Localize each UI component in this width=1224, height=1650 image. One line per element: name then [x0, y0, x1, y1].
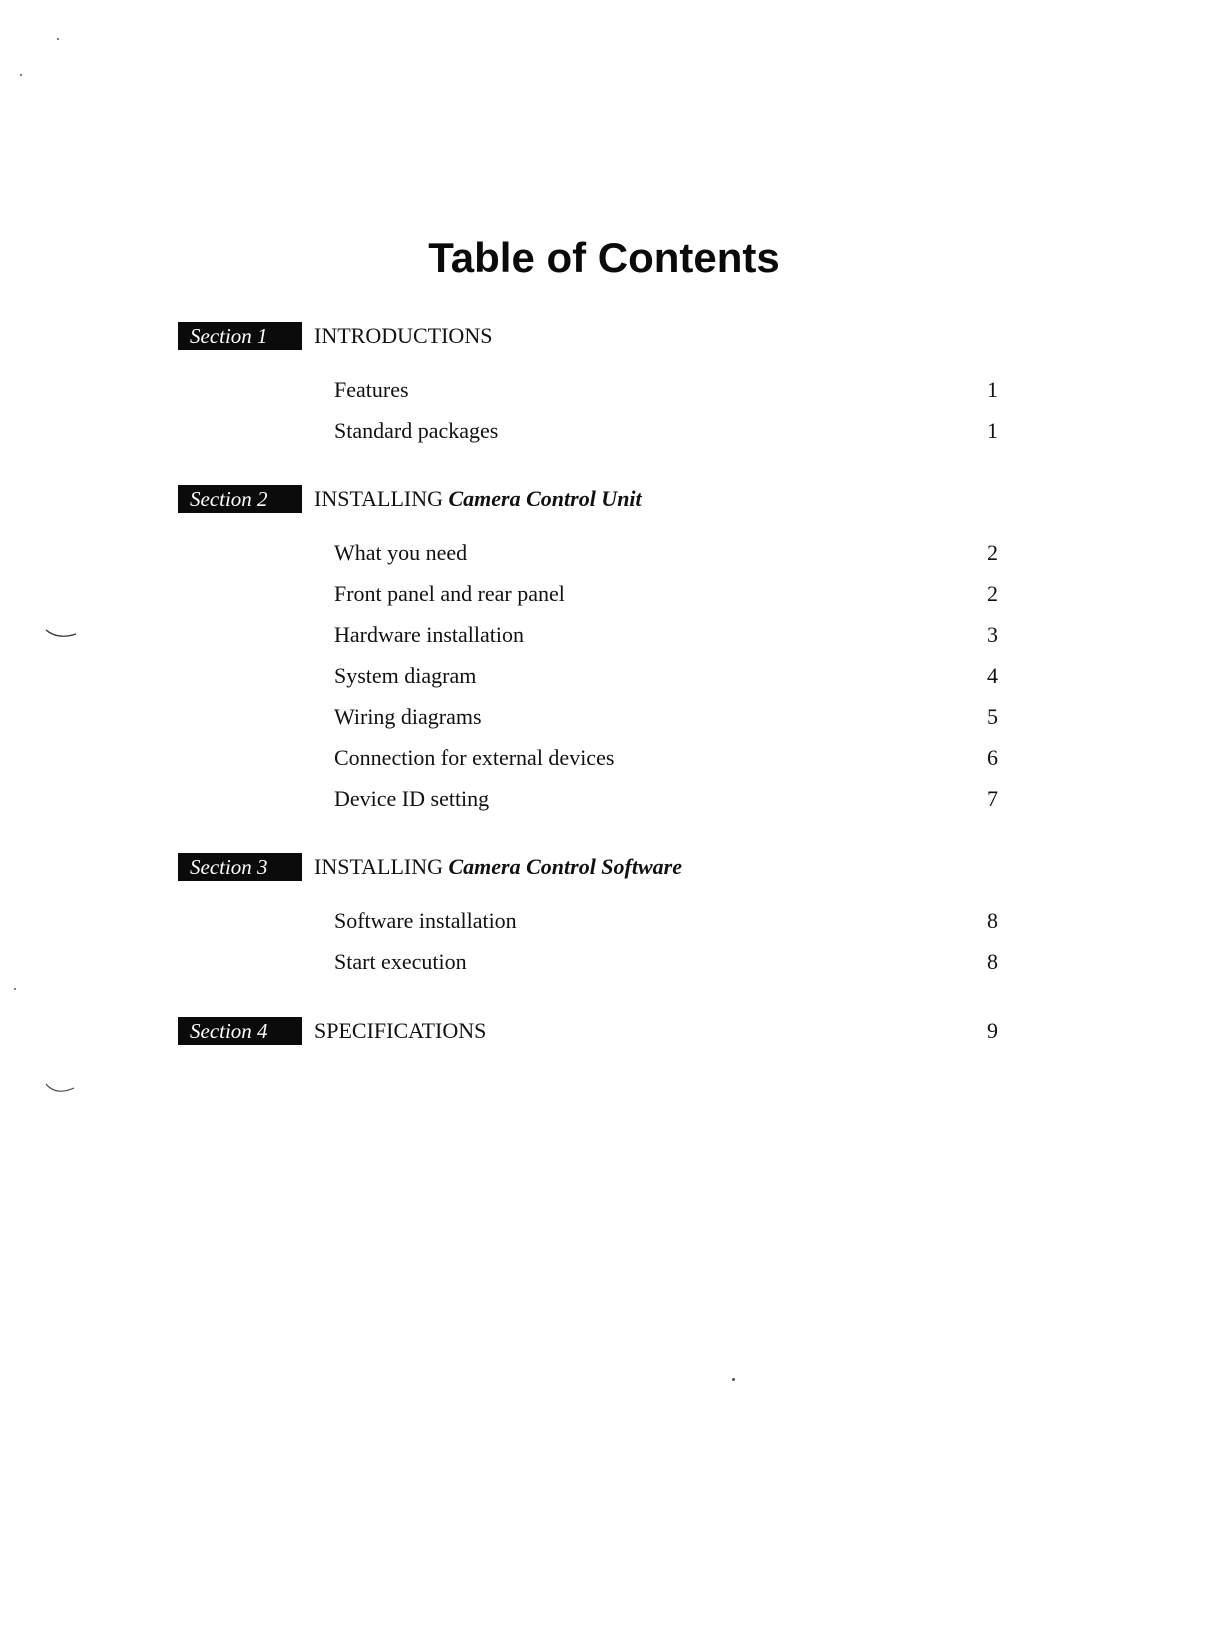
toc-section-3: [178, 853, 998, 974]
toc-entry-label: What you need: [334, 540, 468, 565]
toc-entry-label: Front panel and rear panel: [334, 581, 565, 606]
toc-entry-page: 3: [987, 622, 998, 647]
section-heading-row: [178, 485, 998, 517]
toc-entry-label: Software installation: [334, 908, 517, 933]
toc-entry-page: 7: [987, 786, 998, 811]
toc-entry-label: Device ID setting: [334, 786, 490, 811]
scan-speck: [57, 38, 59, 40]
section-title: [314, 485, 642, 513]
toc-entry[interactable]: [334, 417, 998, 458]
toc-entry-label: Standard packages: [334, 418, 499, 443]
section-title: [314, 853, 682, 881]
toc-section-1: [178, 322, 998, 443]
toc-entry[interactable]: [334, 907, 998, 948]
scan-speck: [14, 988, 16, 990]
section-entries: [334, 907, 998, 989]
toc-section-4: [178, 1017, 998, 1049]
section-title-text: INTRODUCTIONS: [314, 323, 493, 348]
toc-entry-label: Start execution: [334, 949, 467, 974]
toc-entry[interactable]: [334, 703, 998, 744]
toc-entry[interactable]: [334, 539, 998, 580]
toc-entry-page: 8: [987, 949, 998, 974]
toc-entry[interactable]: [334, 744, 998, 785]
section-badge: Section 1: [178, 322, 302, 350]
section-heading-row[interactable]: [178, 1017, 998, 1049]
toc-entry-label: Wiring diagrams: [334, 704, 482, 729]
toc-entry-label: Features: [334, 377, 409, 402]
page-title: Table of Contents: [428, 234, 780, 282]
toc-entry-page: 4: [987, 663, 998, 688]
toc-entry-page: 1: [987, 377, 998, 402]
toc-entry[interactable]: [334, 662, 998, 703]
toc-entry[interactable]: [334, 580, 998, 621]
section-title-text: SPECIFICATIONS: [314, 1018, 487, 1043]
scan-speck: [20, 74, 22, 76]
section-badge: Section 2: [178, 485, 302, 513]
toc-entry[interactable]: [334, 785, 998, 826]
scan-mark: [44, 628, 80, 640]
section-entries: [334, 539, 998, 826]
toc-entry-page: 1: [987, 418, 998, 443]
section-badge: Section 4: [178, 1017, 302, 1045]
toc-entry-page: 5: [987, 704, 998, 729]
section-title-emphasis: Camera Control Unit: [448, 486, 642, 511]
toc-entry-page: 2: [987, 581, 998, 606]
toc-entry[interactable]: [334, 948, 998, 989]
section-badge: Section 3: [178, 853, 302, 881]
toc-entry-label: Connection for external devices: [334, 745, 615, 770]
toc-entry-page: 8: [987, 908, 998, 933]
toc-entry[interactable]: [334, 621, 998, 662]
toc-entry-page: 2: [987, 540, 998, 565]
section-title-text: INSTALLING: [314, 486, 449, 511]
section-title: [314, 1017, 486, 1045]
section-heading-row: [178, 322, 998, 354]
toc-entry-label: Hardware installation: [334, 622, 524, 647]
toc-entry-label: System diagram: [334, 663, 477, 688]
section-page-number: 9: [987, 1018, 998, 1043]
section-title-emphasis: Camera Control Software: [448, 854, 682, 879]
toc-entry-page: 6: [987, 745, 998, 770]
scan-mark: [44, 1080, 80, 1096]
section-title: [314, 322, 492, 350]
scan-speck: [732, 1378, 735, 1381]
toc-entry[interactable]: [334, 376, 998, 417]
section-title-text: INSTALLING: [314, 854, 449, 879]
toc-section-2: [178, 485, 998, 811]
section-heading-row: [178, 853, 998, 885]
section-entries: [334, 376, 998, 458]
